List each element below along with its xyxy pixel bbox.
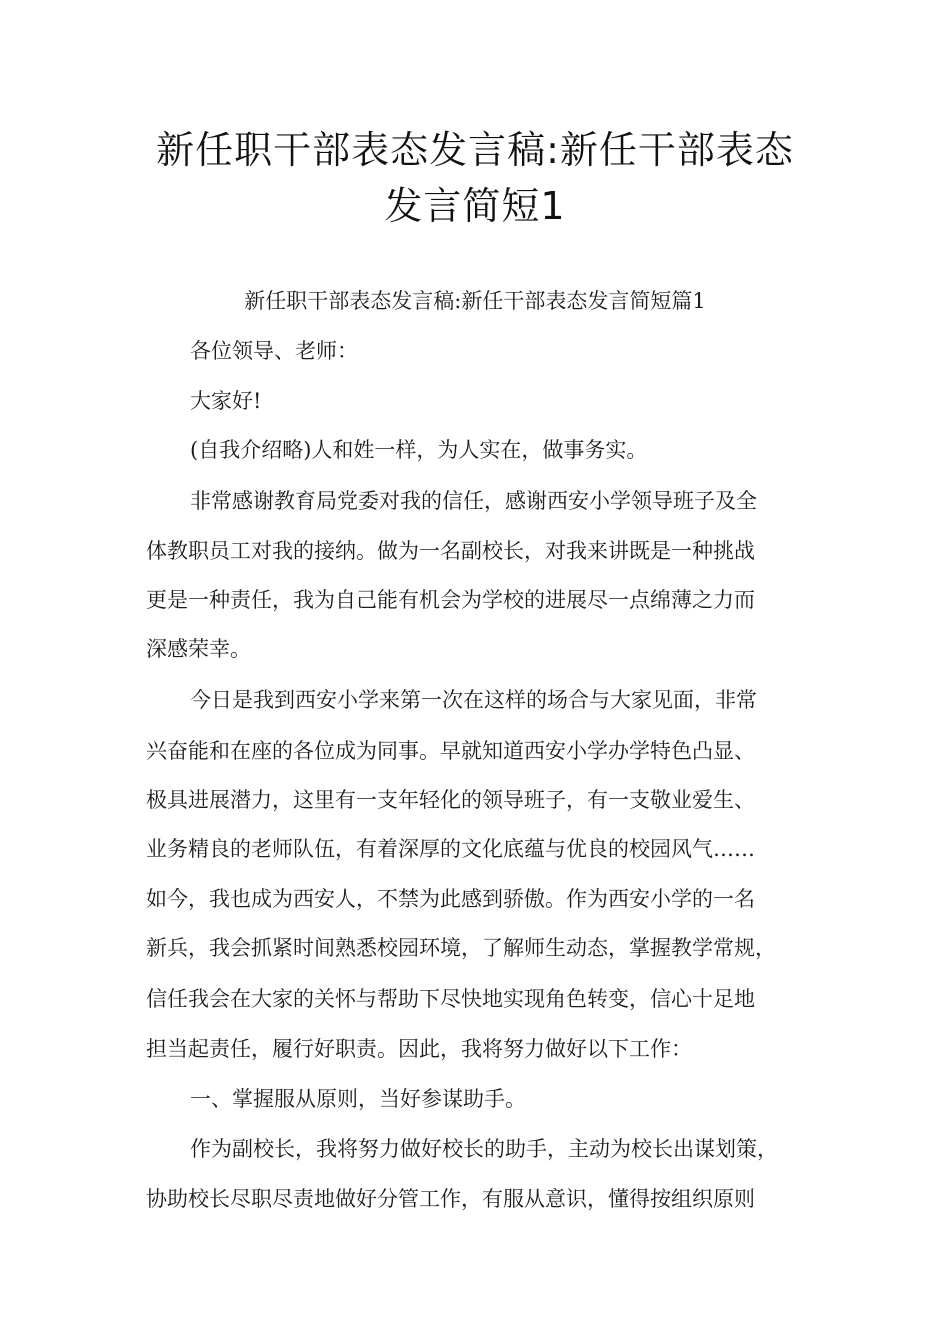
title-line-2: 发言简短1 (384, 184, 566, 228)
paragraph-line: 担当起责任，履行好职责。因此，我将努力做好以下工作： (146, 1037, 692, 1061)
title-line-1: 新任职干部表态发言稿:新任干部表态 (156, 128, 794, 172)
paragraph-line: 协助校长尽职尽责地做好分管工作，有服从意识，懂得按组织原则 (146, 1187, 755, 1211)
document-title (100, 122, 850, 234)
paragraph-line: 今日是我到西安小学来第一次在这样的场合与大家见面，非常 (190, 688, 757, 712)
paragraph-line: 各位领导、老师： (190, 339, 358, 363)
paragraph-line: 信任我会在大家的关怀与帮助下尽快地实现角色转变，信心十足地 (146, 987, 755, 1011)
paragraph-line: 深感荣幸。 (146, 637, 251, 661)
paragraph-line: 体教职员工对我的接纳。做为一名副校长，对我来讲既是一种挑战 (146, 539, 755, 563)
paragraph-line: 兴奋能和在座的各位成为同事。早就知道西安小学办学特色凸显、 (146, 739, 755, 763)
document-subtitle: 新任职干部表态发言稿:新任干部表态发言简短篇1 (244, 289, 706, 313)
paragraph-line: (自我介绍略)人和姓一样，为人实在，做事务实。 (190, 438, 648, 462)
paragraph-line: 业务精良的老师队伍，有着深厚的文化底蕴与优良的校园风气…… (146, 837, 755, 861)
paragraph-line: 如今，我也成为西安人，不禁为此感到骄傲。作为西安小学的一名 (146, 887, 755, 911)
paragraph-line: 极具进展潜力，这里有一支年轻化的领导班子，有一支敬业爱生、 (146, 788, 755, 812)
paragraph-line: 作为副校长，我将努力做好校长的助手，主动为校长出谋划策， (190, 1137, 778, 1161)
paragraph-line: 新兵，我会抓紧时间熟悉校园环境，了解师生动态，掌握教学常规， (146, 936, 776, 960)
paragraph-line: 非常感谢教育局党委对我的信任，感谢西安小学领导班子及全 (190, 489, 757, 513)
section-heading: 一、掌握服从原则，当好参谋助手。 (190, 1087, 526, 1111)
paragraph-line: 大家好! (190, 389, 262, 413)
paragraph-line: 更是一种责任，我为自己能有机会为学校的进展尽一点绵薄之力而 (146, 588, 755, 612)
